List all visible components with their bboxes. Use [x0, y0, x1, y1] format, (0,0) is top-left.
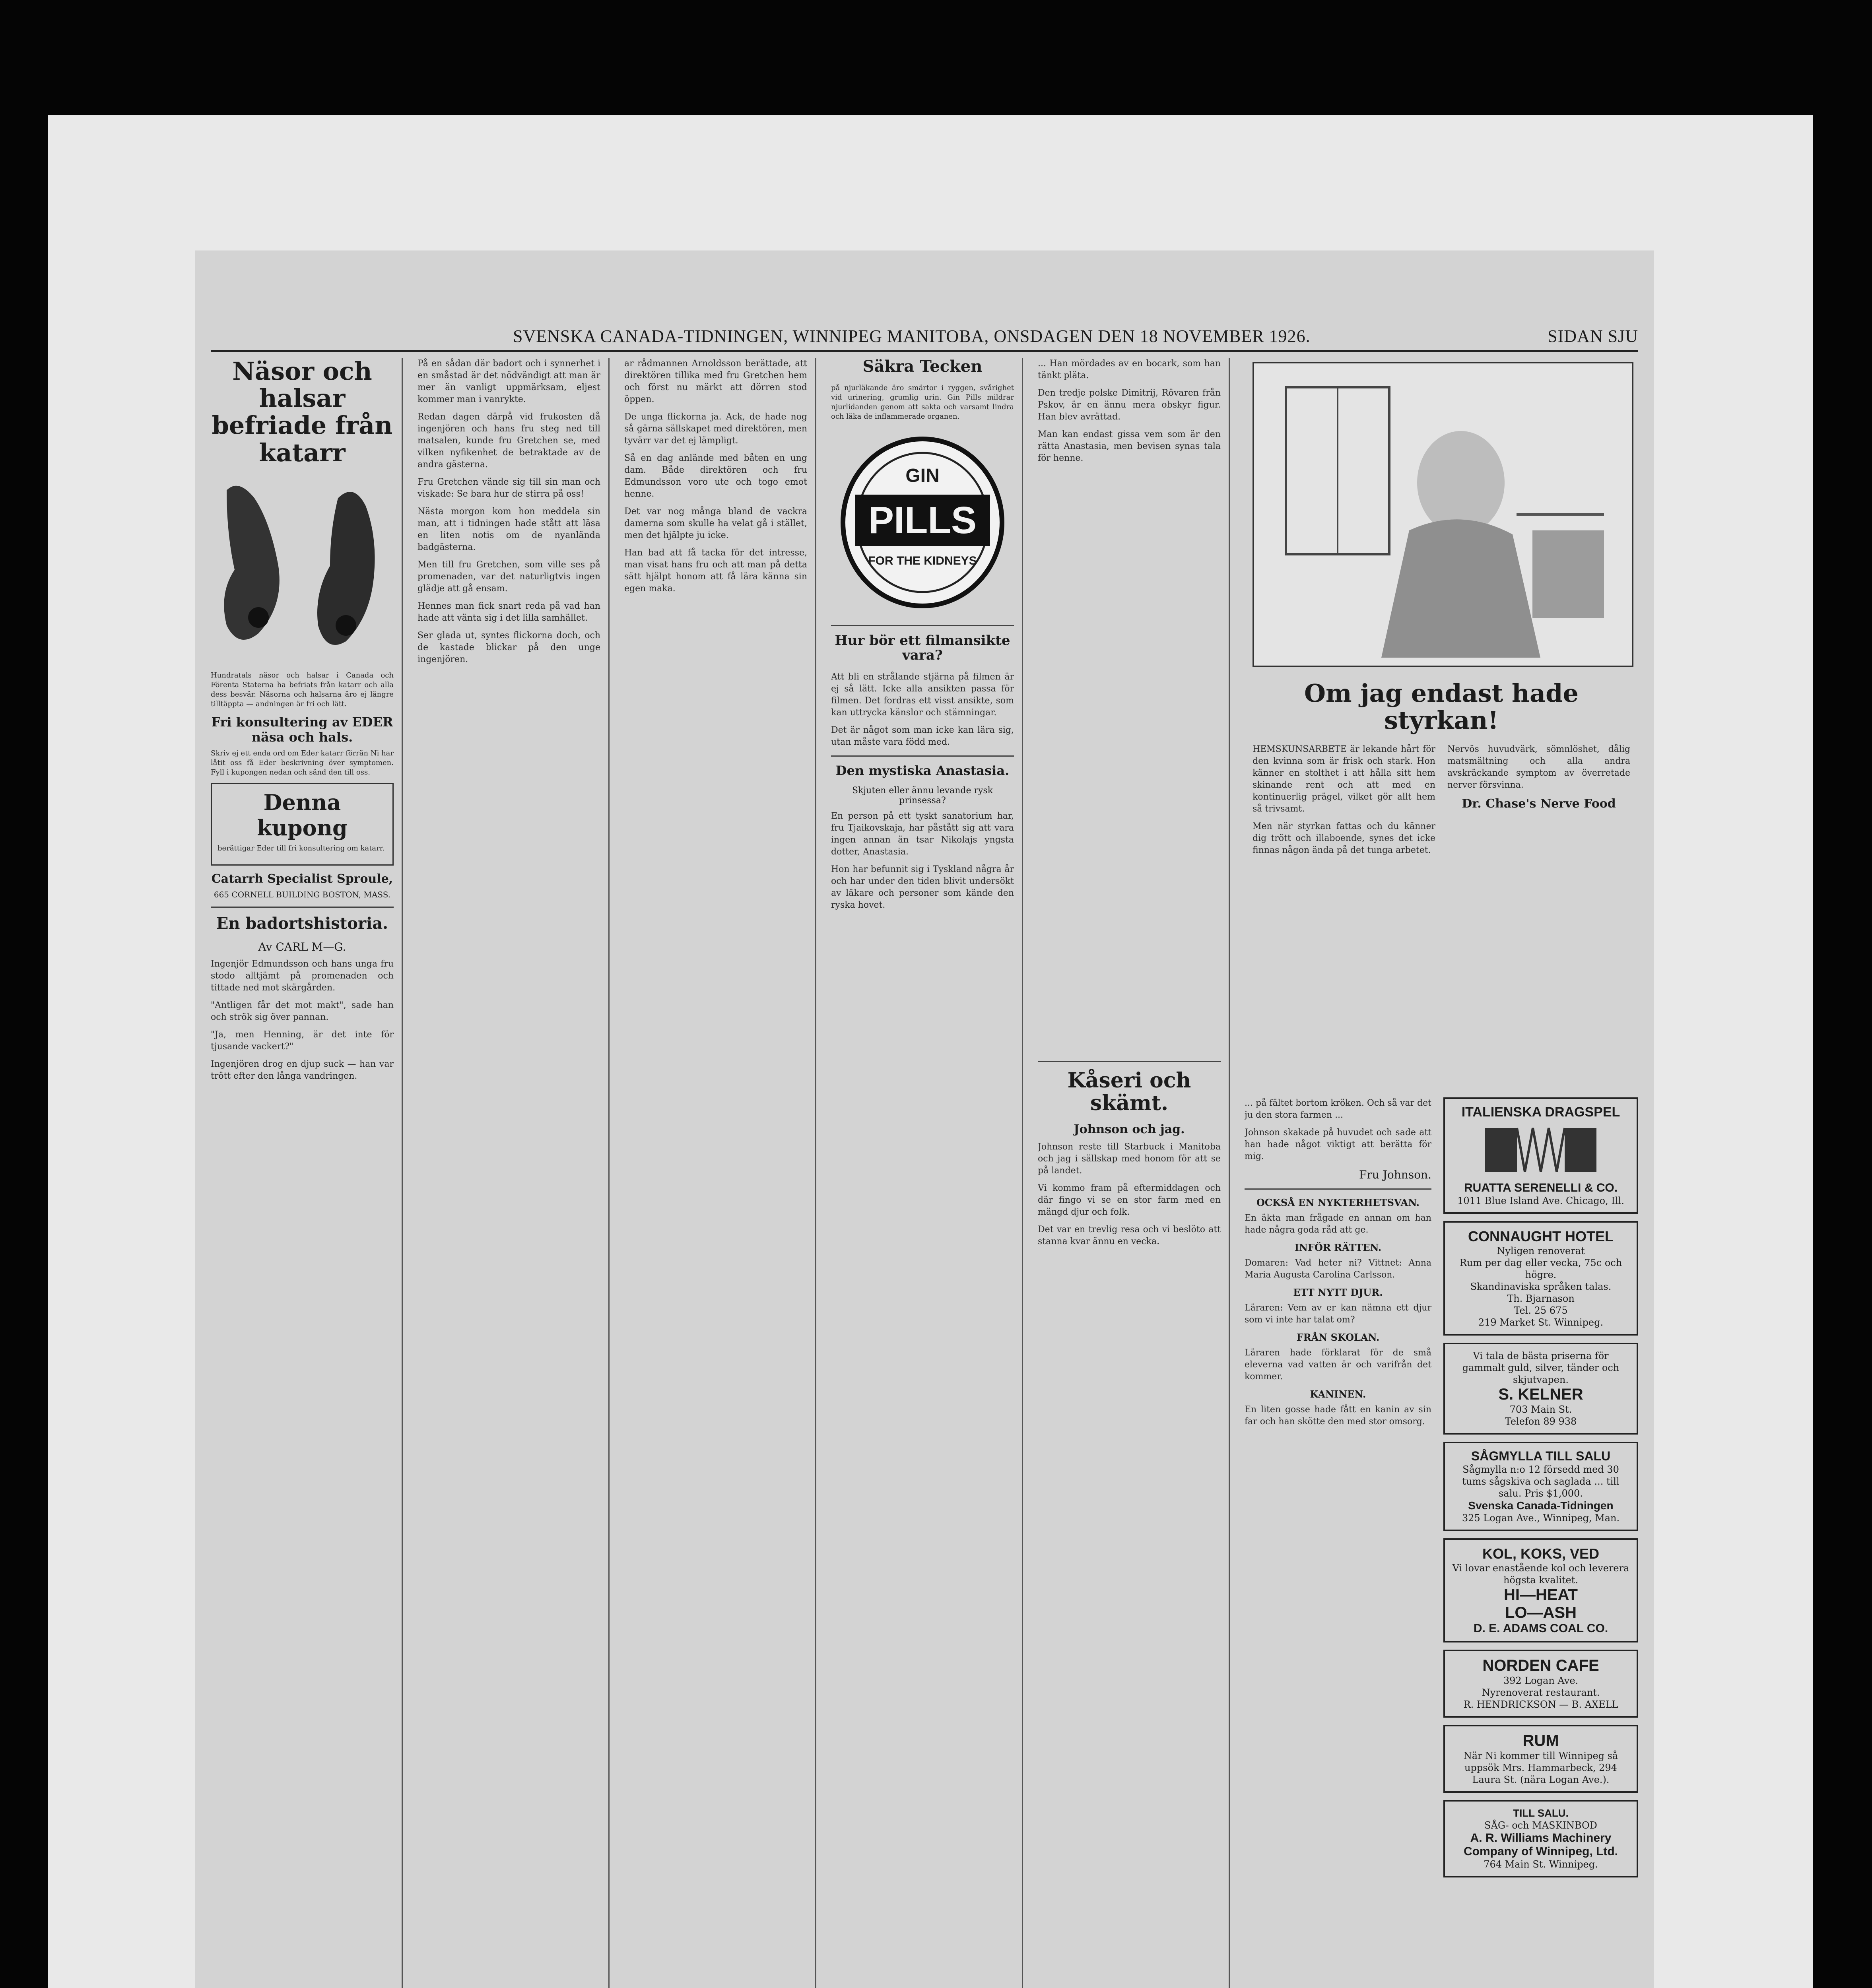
story-paragraph: Det var nog många bland de vackra damerna som skulle ha velat gå i stället, men det hjälpte ju icke.: [624, 507, 807, 540]
chase-ad-paragraph: Nervös huvudvärk, sömnlöshet, dålig matsmältning och alla andra avskräckande symptom av överretade nerver försvinna.: [1447, 744, 1630, 790]
newspaper-page: [195, 250, 1654, 1988]
pill-brand-main: PILLS: [868, 499, 977, 542]
accordion-address: 1011 Blue Island Ave. Chicago, Ill.: [1457, 1195, 1624, 1206]
joke-body: En liten gosse hade fått en kanin av sin far och han skötte den med stor omsorg.: [1245, 1405, 1431, 1427]
kaseri-title: Kåseri och skämt.: [1067, 1068, 1191, 1116]
sawmill-paper: Svenska Canada-Tidningen: [1468, 1499, 1614, 1512]
story-paragraph: "Ja, men Henning, är det inte för tjusande vackert?": [211, 1029, 394, 1052]
hotel-address: 219 Market St. Winnipeg.: [1478, 1317, 1604, 1328]
machinery-company: A. R. Williams Machinery Company of Winnipeg, Ltd.: [1463, 1831, 1618, 1858]
machinery-line: SÅG- och MASKINBOD: [1484, 1820, 1597, 1831]
chase-ad-left-column: [1253, 744, 1435, 862]
divider: [1038, 1061, 1221, 1062]
story-paragraph: Hennes man fick snart reda på vad han hade att vänta sig i det lilla samhället.: [418, 601, 600, 623]
joke-body: En äkta man frågade en annan om han hade några goda råd att ge.: [1245, 1213, 1431, 1235]
story-paragraph: De unga flickorna ja. Ack, de hade nog så gärna sällskapet med direktören, men tyvärr var det ej lämpligt.: [624, 412, 807, 446]
kaseri-paragraph: Vi kommo fram på eftermiddagen och där fingo vi se en stor farm med en mängd djur och folk.: [1038, 1183, 1221, 1217]
company-name: Catarrh Specialist Sproule,: [211, 872, 393, 886]
column-1: [211, 358, 394, 1988]
anastasia-paragraph: Hon har befunnit sig i Tyskland några år och har under den tiden blivit undersökt av läkare och personer som kände den ryska hovet.: [831, 864, 1014, 910]
story-paragraph: Ser glada ut, syntes flickorna doch, och de kastade blickar på den unge ingenjören.: [418, 631, 600, 664]
room-ad: [1443, 1725, 1638, 1793]
coupon-body: berättigar Eder till fri konsultering om katarr.: [217, 844, 385, 852]
hotel-line: Skandinaviska språken talas.: [1470, 1281, 1612, 1292]
hotel-title: CONNAUGHT HOTEL: [1468, 1228, 1614, 1244]
coupon-title: Denna kupong: [257, 789, 348, 841]
accordion-ad-title: ITALIENSKA DRAGSPEL: [1461, 1105, 1620, 1120]
story-paragraph: "Antligen får det mot makt", sade han och strök sig över pannan.: [211, 1000, 394, 1022]
kelner-text: Vi tala de bästa priserna för gammalt guld, silver, tänder och skjutvapen.: [1462, 1350, 1620, 1385]
noses-illustration: [211, 474, 394, 665]
story-paragraph: Ingenjören drog en djup suck — han var trött efter den långa vandringen.: [211, 1059, 394, 1081]
coal-lo-ash: LO—ASH: [1505, 1604, 1577, 1621]
column-5: [1038, 358, 1221, 1988]
anastasia-article-title: Den mystiska Anastasia.: [835, 763, 1010, 778]
coal-company: D. E. ADAMS COAL CO.: [1473, 1622, 1608, 1635]
gin-pills-ad-body: på njurläkande äro smärtor i ryggen, svårighet vid urinering, grumlig urin. Gin Pills mildrar njurlidanden genom att sakta och varsamt lindra och läka de inflammerade organen.: [831, 384, 1014, 421]
masthead: [211, 326, 1638, 352]
column-rule: [1229, 358, 1230, 1988]
room-body: När Ni kommer till Winnipeg så uppsök Mrs. Hammarbeck, 294 Laura St. (nära Logan Ave.).: [1463, 1750, 1618, 1785]
joke-body: Läraren hade förklarat för de små eleverna vad vatten är och varifrån det kommer.: [1245, 1348, 1431, 1382]
chase-brand: Dr. Chase's Nerve Food: [1462, 797, 1616, 811]
divider: [831, 625, 1014, 626]
anastasia-kicker: Skjuten eller ännu levande rysk prinsessa?: [852, 785, 993, 806]
story-paragraph: Så en dag anlände med båten en ung dam. Både direktören och fru Edmundsson voro ute och togo emot henne.: [624, 453, 807, 499]
column-4: [831, 358, 1014, 1988]
coal-title: KOL, KOKS, VED: [1482, 1545, 1600, 1562]
kelner-phone: Telefon 89 938: [1505, 1416, 1577, 1427]
chase-ad-right-column: [1447, 744, 1630, 815]
coal-ad: [1443, 1538, 1638, 1642]
joke-body: Domaren: Vad heter ni? Vittnet: Anna Maria Augusta Carolina Carlsson.: [1245, 1258, 1431, 1280]
paper-title-line: SVENSKA CANADA-TIDNINGEN, WINNIPEG MANITOBA, ONSDAGEN DEN 18 NOVEMBER 1926.: [513, 326, 1311, 346]
story-paragraph: ar rådmannen Arnoldsson berättade, att direktören tillika med fru Gretchen hem och först nu märkt att dörren stod öppen.: [624, 359, 807, 404]
catarrh-ad-body: Hundratals näsor och halsar i Canada och Förenta Staterna ha befriats från katarr och alla dess besvär. Näsorna och halsarna äro ej längre tilltäppta — andningen är fri och lätt.: [211, 671, 394, 708]
film-article-paragraph: Det är något som man icke kan lära sig, utan måste vara född med.: [831, 725, 1014, 747]
kelner-ad: [1443, 1343, 1638, 1435]
cafe-ad: [1443, 1650, 1638, 1718]
column-rule: [1022, 358, 1023, 1988]
story-paragraph: ... på fältet bortom kröken. Och så var det ju den stora farmen ...: [1245, 1098, 1431, 1120]
company-address: 665 CORNELL BUILDING BOSTON, MASS.: [214, 889, 391, 899]
story-paragraph: Den tredje polske Dimitrij, Rövaren från Pskov, är en ännu mera obskyr figur. Han blev avrättad.: [1038, 388, 1221, 422]
sawmill-ad: [1443, 1442, 1638, 1531]
coal-hi-heat: HI—HEAT: [1504, 1586, 1578, 1604]
joke-heading: FRÅN SKOLAN.: [1296, 1332, 1380, 1343]
gin-pills-ad-title: Säkra Tecken: [862, 358, 983, 376]
story-paragraph: ... Han mördades av en bocark, som han tänkt pläta.: [1038, 359, 1221, 381]
story-paragraph: Han bad att få tacka för det intresse, man visat hans fru och att man på detta sätt hjälpt honom att få lära känna sin egen maka.: [624, 548, 807, 594]
story-title: En badortshistoria.: [216, 914, 388, 933]
column-6: [1245, 1097, 1431, 1988]
consult-title: Fri konsultering av EDER näsa och hals.: [211, 714, 393, 745]
cafe-owners: R. HENDRICKSON — B. AXELL: [1463, 1699, 1618, 1710]
joke-heading: ETT NYTT DJUR.: [1293, 1287, 1383, 1298]
machinery-ad: [1443, 1800, 1638, 1877]
woman-illustration: [1253, 362, 1633, 667]
sawmill-title: SÅGMYLLA TILL SALU: [1471, 1449, 1611, 1463]
room-title: RUM: [1522, 1732, 1559, 1749]
story-byline: Av CARL M—G.: [258, 940, 346, 953]
column-rule: [402, 358, 403, 1988]
chase-ad: [1245, 362, 1638, 1085]
chase-ad-paragraph: Men när styrkan fattas och du känner dig trött och illaboende, synes det icke finnas någon ända på det tunga arbetet.: [1253, 821, 1435, 855]
kaseri-byline: Johnson och jag.: [1074, 1122, 1185, 1137]
story-paragraph: Men till fru Gretchen, som ville ses på promenaden, var det naturligtvis ingen glädje att gå ensam.: [418, 560, 600, 594]
story-paragraph: Johnson skakade på huvudet och sade att han hade något viktigt att berätta för mig.: [1245, 1128, 1431, 1161]
joke-heading: INFÖR RÄTTEN.: [1294, 1242, 1382, 1253]
accordion-company: RUATTA SERENELLI & CO.: [1464, 1181, 1618, 1194]
pill-brand-sub: FOR THE KIDNEYS: [868, 554, 977, 567]
cafe-address: 392 Logan Ave.: [1503, 1675, 1579, 1686]
column-2: [418, 358, 600, 1988]
joke-heading: OCKSÅ EN NYKTERHETSVAN.: [1256, 1197, 1420, 1208]
column-7-ads: [1443, 1097, 1638, 1988]
pill-brand-top: GIN: [905, 465, 940, 486]
hotel-phone: Tel. 25 675: [1514, 1305, 1568, 1316]
story-paragraph: Ingenjör Edmundsson och hans unga fru stodo alltjämt på promenaden och tittade ned mot skärgården.: [211, 959, 394, 993]
column-3: [624, 358, 807, 1988]
story-paragraph: Redan dagen därpå vid frukosten då ingenjören och hans fru steg ned till matsalen, kunde fru Gretchen se, med vilken nyfikenhet de betraktade av de andra gästerna.: [418, 412, 600, 470]
accordion-icon: [1481, 1120, 1600, 1180]
sawmill-address: 325 Logan Ave., Winnipeg, Man.: [1462, 1512, 1620, 1524]
hotel-line: Rum per dag eller vecka, 75c och högre.: [1459, 1257, 1622, 1280]
story-paragraph: Nästa morgon kom hon meddela sin man, att i tidningen hade stått att läsa en liten notis om de nyanlända badgästerna.: [418, 507, 600, 552]
film-article-paragraph: Att bli en strålande stjärna på filmen är ej så lätt. Icke alla ansikten passa för filmen. Det fordras ett visst ansikte, som kan uttrycka känslor och stämningar.: [831, 672, 1014, 718]
cafe-title: NORDEN CAFE: [1482, 1657, 1599, 1674]
anastasia-paragraph: En person på ett tyskt sanatorium har, fru Tjaikovskaja, har påstått sig att vara ingen annan än tsar Nikolajs yngsta dotter, Anastasia.: [831, 811, 1014, 857]
film-article-title: Hur bör ett filmansikte vara?: [835, 633, 1010, 664]
coal-body: Vi lovar enastående kol och leverera högsta kvalitet.: [1452, 1563, 1629, 1586]
joke-heading: KANINEN.: [1310, 1388, 1366, 1400]
kelner-name: S. KELNER: [1498, 1386, 1583, 1403]
kelner-address: 703 Main St.: [1509, 1404, 1572, 1415]
hotel-line: Nyligen renoverat: [1497, 1245, 1585, 1256]
story-paragraph: Man kan endast gissa vem som är den rätta Anastasia, men bevisen synas tala för henne.: [1038, 429, 1221, 463]
hotel-owner: Th. Bjarnason: [1507, 1293, 1575, 1304]
story-paragraph: Fru Gretchen vände sig till sin man och viskade: Se bara hur de stirra på oss!: [418, 477, 600, 499]
divider: [1245, 1188, 1431, 1190]
story-paragraph: På en sådan där badort och i synnerhet i en småstad är det nödvändigt att man är mer än vanligt uppmärksam, eljest kommer man i vanrykte.: [418, 359, 600, 404]
machinery-title: TILL SALU.: [1513, 1807, 1569, 1819]
coupon-box[interactable]: [211, 783, 394, 866]
story-signature: Fru Johnson.: [1359, 1168, 1431, 1181]
chase-ad-paragraph: HEMSKUNSARBETE är lekande hårt för den kvinna som är frisk och stark. Hon känner en stolthet i att hålla sitt hem skinande rent och att med en kontinuerlig prägel, vilket gör allt hem så trivsamt.: [1253, 744, 1435, 814]
catarrh-ad-headline: Näsor och halsar befriade från katarr: [212, 358, 393, 467]
divider: [211, 907, 394, 908]
machinery-address: 764 Main St. Winnipeg.: [1484, 1859, 1598, 1870]
chase-ad-headline: Om jag endast hade styrkan!: [1304, 679, 1579, 735]
divider: [831, 755, 1014, 757]
cafe-line: Nyrenoverat restaurant.: [1482, 1687, 1600, 1698]
page-number: SIDAN SJU: [1548, 326, 1638, 346]
kaseri-paragraph: Det var en trevlig resa och vi beslöto att stanna kvar ännu en vecka.: [1038, 1225, 1221, 1247]
gin-pills-tin-illustration: [831, 427, 1014, 618]
accordion-ad: [1443, 1097, 1638, 1214]
sawmill-body: Sågmylla n:o 12 försedd med 30 tums sågskiva och saglada ... till salu. Pris $1,000.: [1462, 1464, 1620, 1499]
kaseri-paragraph: Johnson reste till Starbuck i Manitoba och jag i sällskap med honom för att se på landet.: [1038, 1142, 1221, 1176]
hotel-ad: [1443, 1221, 1638, 1336]
consult-body: Skriv ej ett enda ord om Eder katarr förrän Ni har låtit oss få Eder beskrivning över symptomen. Fyll i kupongen nedan och sänd den till oss.: [211, 749, 394, 777]
column-rule: [815, 358, 816, 1988]
joke-body: Läraren: Vem av er kan nämna ett djur som vi inte har talat om?: [1245, 1303, 1431, 1325]
column-rule: [608, 358, 610, 1988]
